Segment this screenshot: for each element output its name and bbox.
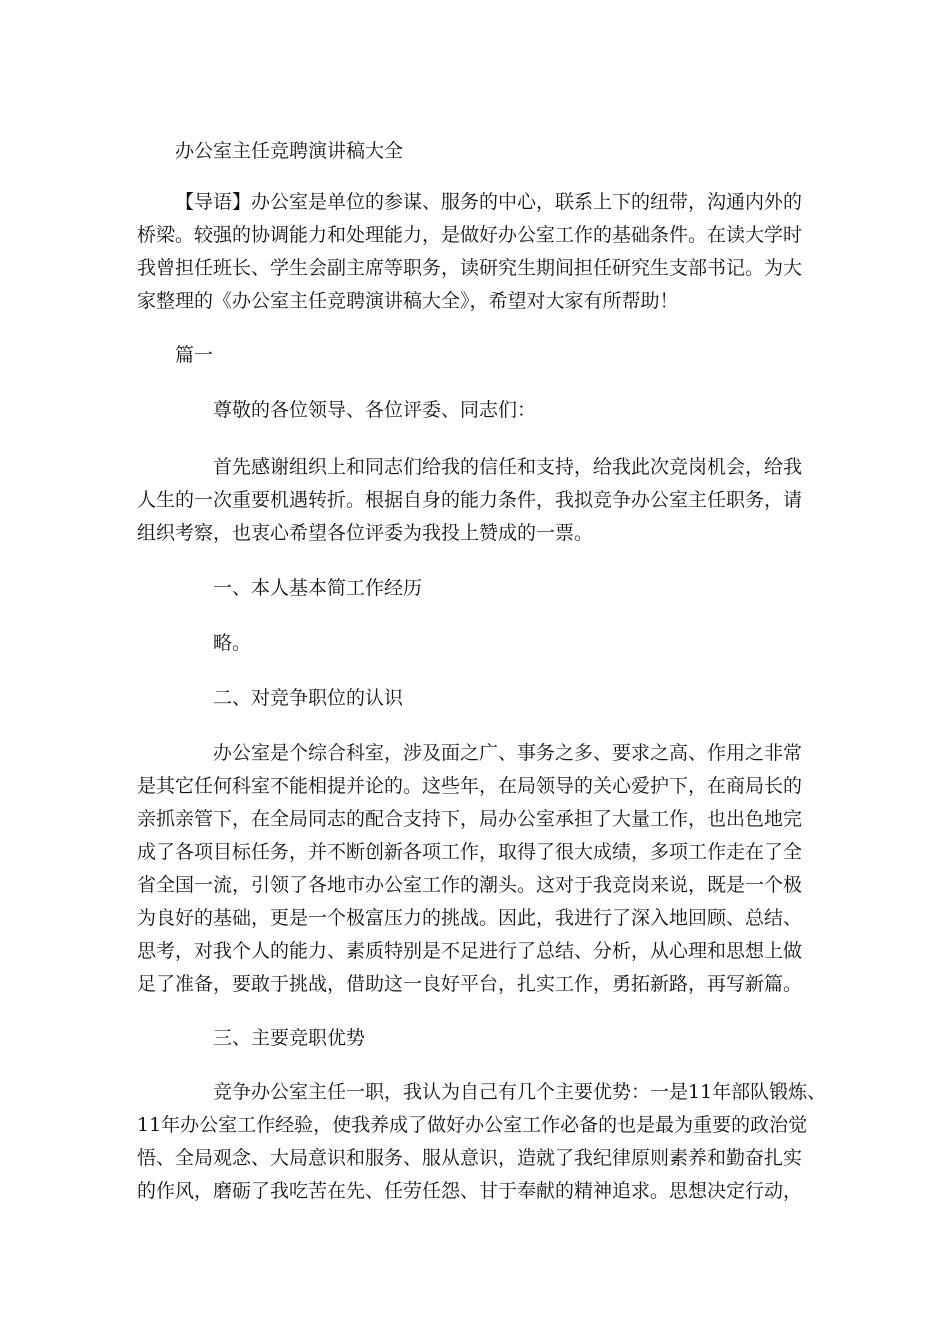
document-title-text: 办公室主任竞聘演讲稿大全	[175, 140, 404, 162]
intro-line: 家整理的《办公室主任竞聘演讲稿大全》，希望对大家有所帮助！	[137, 290, 679, 312]
heading-2-text: 二、对竞争职位的认识	[213, 687, 404, 709]
document-title	[137, 135, 811, 168]
heading-3-paragraph	[137, 1076, 827, 1208]
paragraph-line: 11年办公室工作经验，使我养成了做好办公室工作必备的也是最为重要的政治觉	[137, 1114, 808, 1136]
salutation	[137, 394, 811, 427]
heading-3-text: 三、主要竞职优势	[213, 1027, 366, 1049]
paragraph-line: 是其它任何科室不能相提并论的。这些年，在局领导的关心爱护下，在商局长的	[137, 775, 803, 797]
heading-2	[137, 682, 811, 715]
heading-3	[137, 1022, 811, 1055]
section-label-text: 篇一	[175, 344, 214, 366]
opening-line: 人生的一次重要机遇转折。根据自身的能力条件，我拟竞争办公室主任职务，请	[137, 489, 803, 511]
opening-paragraph	[137, 451, 811, 550]
intro-paragraph	[137, 186, 811, 318]
paragraph-line: 成了各项目标任务，并不断创新各项工作，取得了很大成绩，多项工作走在了全	[137, 841, 803, 863]
intro-line: 桥梁。较强的协调能力和处理能力，是做好办公室工作的基础条件。在读大学时	[137, 224, 803, 246]
heading-1-body-text: 略。	[213, 632, 252, 654]
intro-line: 【导语】办公室是单位的参谋、服务的中心，联系上下的纽带，沟通内外的	[175, 191, 803, 213]
paragraph-line: 悟、全局观念、大局意识和服务、服从意识，造就了我纪律原则素养和勤奋扎实	[137, 1147, 803, 1169]
paragraph-line: 竞争办公室主任一职，我认为自己有几个主要优势：一是11年部队锻炼、	[213, 1081, 827, 1103]
paragraph-line: 亲抓亲管下，在全局同志的配合支持下，局办公室承担了大量工作，也出色地完	[137, 808, 803, 830]
section-label	[137, 339, 811, 372]
heading-2-paragraph	[137, 737, 811, 1001]
heading-1	[137, 572, 811, 605]
paragraph-line: 思考，对我个人的能力、素质特别是不足进行了总结、分析，从心理和思想上做	[137, 940, 803, 962]
intro-line: 我曾担任班长、学生会副主席等职务，读研究生期间担任研究生支部书记。为大	[137, 257, 803, 279]
opening-line: 首先感谢组织上和同志们给我的信任和支持，给我此次竞岗机会，给我	[213, 456, 803, 478]
paragraph-line: 的作风，磨砺了我吃苦在先、任劳任怨、甘于奉献的精神追求。思想决定行动，	[137, 1180, 803, 1202]
paragraph-line: 为良好的基础，更是一个极富压力的挑战。因此，我进行了深入地回顾、总结、	[137, 907, 803, 929]
heading-1-text: 一、本人基本简工作经历	[213, 577, 423, 599]
heading-1-body	[137, 627, 811, 660]
paragraph-line: 足了准备，要敢于挑战，借助这一良好平台，扎实工作，勇拓新路，再写新篇。	[137, 973, 803, 995]
paragraph-line: 办公室是个综合科室，涉及面之广、事务之多、要求之高、作用之非常	[213, 742, 803, 764]
salutation-text: 尊敬的各位领导、各位评委、同志们：	[213, 399, 537, 421]
opening-line: 组织考察，也衷心希望各位评委为我投上赞成的一票。	[137, 522, 594, 544]
paragraph-line: 省全国一流，引领了各地市办公室工作的潮头。这对于我竞岗来说，既是一个极	[137, 874, 803, 896]
